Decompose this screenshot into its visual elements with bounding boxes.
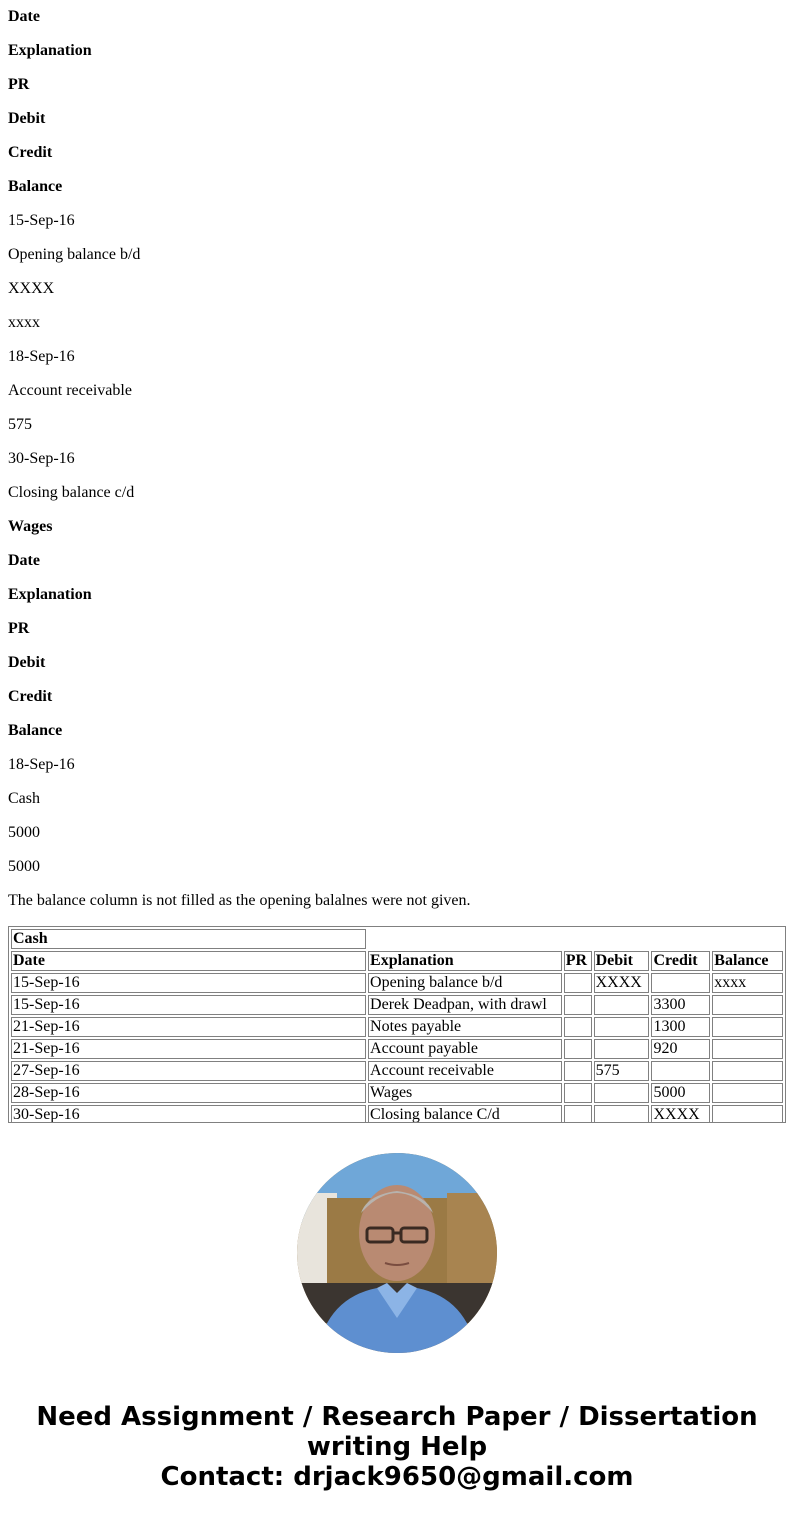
table-cell: 27-Sep-16 — [11, 1061, 366, 1081]
table-cell: XXXX — [594, 973, 650, 993]
table-cell — [594, 1017, 650, 1037]
table-cell — [651, 1061, 710, 1081]
table-cell: Opening balance b/d — [368, 973, 562, 993]
table-cell: 15-Sep-16 — [11, 995, 366, 1015]
table-row — [11, 1061, 783, 1081]
table-cell — [594, 1083, 650, 1103]
text-line: Credit — [8, 144, 53, 161]
table-cell — [594, 1105, 650, 1123]
text-line: 5000 — [8, 858, 40, 875]
table-cell: 1300 — [651, 1017, 710, 1037]
column-header: Debit — [594, 951, 650, 971]
table-cell — [594, 995, 650, 1015]
table-cell — [564, 1083, 592, 1103]
text-line: xxxx — [8, 314, 40, 331]
table-cell: 21-Sep-16 — [11, 1039, 366, 1059]
text-line: PR — [8, 620, 30, 637]
text-line: Opening balance b/d — [8, 246, 141, 263]
avatar-portrait-image — [297, 1153, 497, 1353]
text-line: Credit — [8, 688, 53, 705]
text-line: XXXX — [8, 280, 55, 297]
cash-ledger-table — [9, 927, 785, 1123]
text-line: Debit — [8, 654, 46, 671]
cash-ledger-table-wrapper — [8, 926, 786, 1123]
table-cell — [712, 1105, 783, 1123]
table-cell — [564, 973, 592, 993]
table-cell — [594, 1039, 650, 1059]
table-cell — [712, 995, 783, 1015]
text-line: Debit — [8, 110, 46, 127]
text-line: 18-Sep-16 — [8, 348, 75, 365]
table-cell — [712, 1039, 783, 1059]
table-cell — [712, 1017, 783, 1037]
text-line: Balance — [8, 722, 63, 739]
table-cell: 30-Sep-16 — [11, 1105, 366, 1123]
table-row — [11, 973, 783, 993]
table-title-row — [11, 929, 783, 949]
table-row — [11, 1105, 783, 1123]
table-row — [11, 1017, 783, 1037]
text-line: Closing balance c/d — [8, 484, 135, 501]
table-cell — [564, 995, 592, 1015]
table-title: Cash — [11, 929, 366, 949]
table-cell: 15-Sep-16 — [11, 973, 366, 993]
table-row — [11, 1039, 783, 1059]
text-line: PR — [8, 76, 30, 93]
column-header: Date — [11, 951, 366, 971]
table-cell: XXXX — [651, 1105, 710, 1123]
text-line: Account receivable — [8, 382, 132, 399]
text-line: Date — [8, 8, 40, 25]
table-title-spacer — [368, 929, 783, 949]
table-cell — [564, 1039, 592, 1059]
table-cell: Derek Deadpan, with drawl — [368, 995, 562, 1015]
author-avatar — [297, 1153, 497, 1353]
table-cell — [564, 1105, 592, 1123]
table-cell — [651, 973, 710, 993]
table-cell: 3300 — [651, 995, 710, 1015]
table-cell: Wages — [368, 1083, 562, 1103]
table-cell — [712, 1061, 783, 1081]
promo-contact-line: Contact: drjack9650@gmail.com — [160, 1462, 634, 1492]
promo-banner — [0, 1402, 794, 1492]
text-line: 5000 — [8, 824, 40, 841]
table-cell: 5000 — [651, 1083, 710, 1103]
column-header: PR — [564, 951, 592, 971]
table-cell: Notes payable — [368, 1017, 562, 1037]
table-cell: Closing balance C/d — [368, 1105, 562, 1123]
text-line: Balance — [8, 178, 63, 195]
promo-line-1: Need Assignment / Research Paper / Dissertation — [36, 1402, 758, 1432]
column-header: Explanation — [368, 951, 562, 971]
table-cell: 28-Sep-16 — [11, 1083, 366, 1103]
column-header: Credit — [651, 951, 710, 971]
table-cell — [712, 1083, 783, 1103]
table-cell — [564, 1061, 592, 1081]
table-cell: xxxx — [712, 973, 783, 993]
promo-line-2: writing Help — [306, 1432, 488, 1462]
text-line: 15-Sep-16 — [8, 212, 75, 229]
text-line: The balance column is not filled as the opening balalnes were not given. — [8, 892, 471, 909]
table-cell: Account receivable — [368, 1061, 562, 1081]
text-line: Date — [8, 552, 40, 569]
table-cell: Account payable — [368, 1039, 562, 1059]
text-line: Cash — [8, 790, 40, 807]
text-line: Wages — [8, 518, 53, 535]
table-cell — [564, 1017, 592, 1037]
column-header: Balance — [712, 951, 783, 971]
table-cell: 21-Sep-16 — [11, 1017, 366, 1037]
table-cell: 920 — [651, 1039, 710, 1059]
text-line: 575 — [8, 416, 32, 433]
text-line: 30-Sep-16 — [8, 450, 75, 467]
text-line: Explanation — [8, 42, 92, 59]
table-row — [11, 995, 783, 1015]
text-line: 18-Sep-16 — [8, 756, 75, 773]
table-cell: 575 — [594, 1061, 650, 1081]
text-line: Explanation — [8, 586, 92, 603]
table-header-row — [11, 951, 783, 971]
table-row — [11, 1083, 783, 1103]
